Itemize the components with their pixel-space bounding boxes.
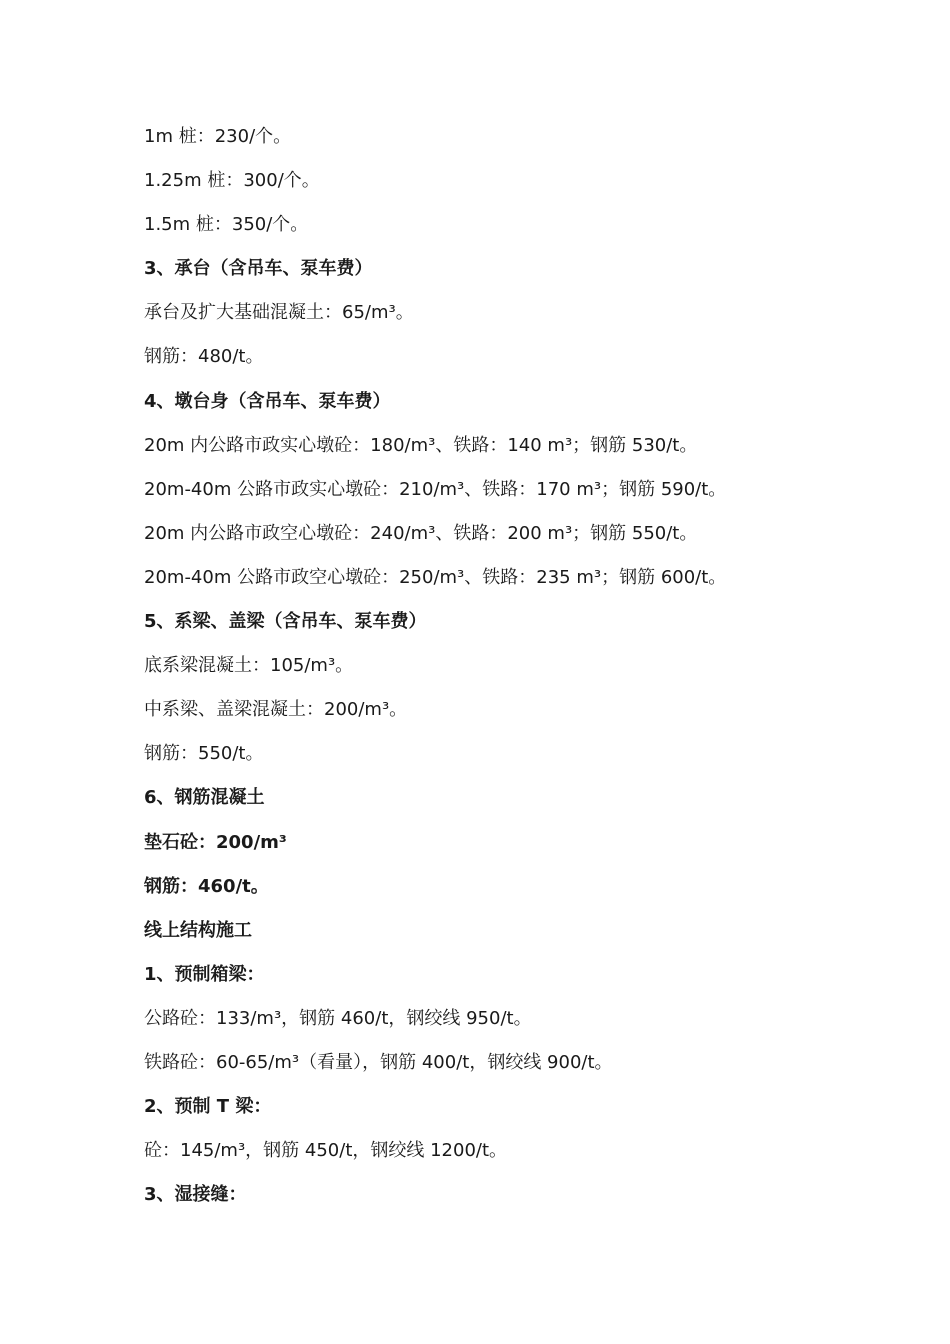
text-line: 1m 桩：230/个。 — [144, 126, 292, 147]
text-line: 钢筋：550/t。 — [144, 743, 264, 765]
text-line: 20m 内公路市政空心墩砼：240/m³、铁路：200 m³；钢筋 550/t。 — [144, 522, 698, 544]
text-line: 砼：145/m³，钢筋 450/t，钢绞线 1200/t。 — [144, 1140, 508, 1162]
text-line: 20m-40m 公路市政实心墩砼：210/m³、铁路：170 m³；钢筋 590/t。 — [144, 478, 727, 500]
text-line: 钢筋：480/t。 — [144, 346, 264, 368]
section-heading: 1、预制箱梁： — [144, 963, 265, 985]
section-heading: 2、预制 T 梁： — [144, 1096, 272, 1118]
text-line: 铁路砼：60-65/m³（看量），钢筋 400/t，钢绞线 900/t。 — [144, 1051, 613, 1073]
text-line: 20m 内公路市政实心墩砼：180/m³、铁路：140 m³；钢筋 530/t。 — [144, 434, 698, 456]
text-line: 中系梁、盖梁混凝土：200/m³。 — [144, 699, 408, 721]
text-line: 底系梁混凝土：105/m³。 — [144, 655, 354, 677]
document-body — [144, 123, 864, 1225]
section-heading: 3、承台（含吊车、泵车费） — [144, 258, 373, 280]
text-line: 公路砼：133/m³，钢筋 460/t，钢绞线 950/t。 — [144, 1007, 532, 1029]
text-line: 承台及扩大基础混凝土：65/m³。 — [144, 302, 414, 324]
section-heading: 3、湿接缝： — [144, 1184, 247, 1206]
section-heading: 6、钢筋混凝土 — [144, 787, 265, 809]
section-heading: 线上结构施工 — [144, 919, 252, 941]
section-heading: 5、系梁、盖梁（含吊车、泵车费） — [144, 611, 427, 633]
text-line: 20m-40m 公路市政空心墩砼：250/m³、铁路：235 m³；钢筋 600/t。 — [144, 566, 727, 588]
text-line: 1.25m 桩：300/个。 — [144, 170, 320, 192]
section-heading: 垫石砼：200/m³ — [144, 831, 287, 853]
section-heading: 钢筋：460/t。 — [144, 875, 269, 897]
section-heading: 4、墩台身（含吊车、泵车费） — [144, 390, 391, 412]
text-line: 1.5m 桩：350/个。 — [144, 214, 309, 236]
